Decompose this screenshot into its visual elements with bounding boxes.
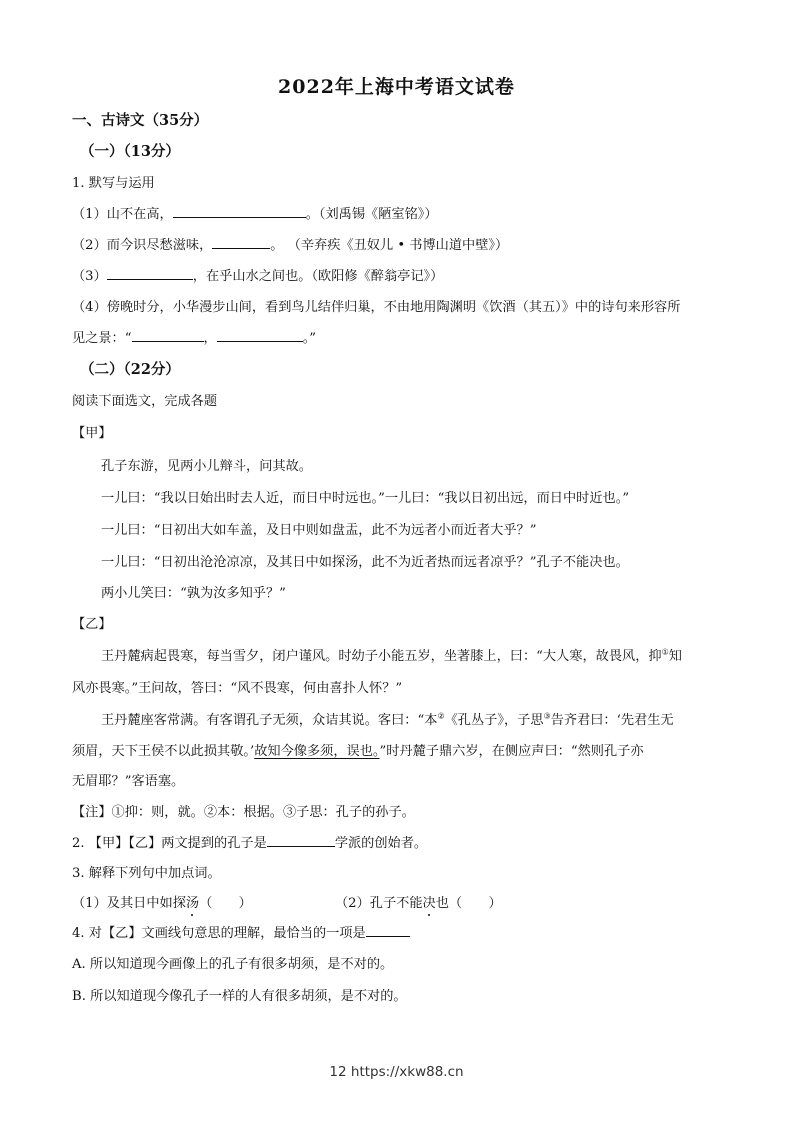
- passage-yi-line: 无眉耶？”客语塞。: [72, 774, 185, 789]
- passage-yi-line: 风亦畏寒。”王问故，答曰：“风不畏寒，何由喜扑人怀？”: [72, 681, 403, 696]
- passage-yi-line: 王丹麓座客常满。有客谓孔子无须，众诘其说。客曰：“本②《孔丛子》，子思③告齐君曰：‘先君生无: [101, 711, 674, 728]
- passage-yi-line: 须眉，天下王侯不以此损其敬。’故知今像多须，误也。”时丹麓子鼎六岁，在侧应声曰：“然则孔子亦: [72, 744, 644, 759]
- passage-jia-line: 一儿曰：“日初出大如车盖，及日中则如盘盂，此不为远者小而近者大乎？”: [101, 523, 537, 538]
- dotted-word: 汤: [185, 896, 200, 911]
- answer-blank[interactable]: [173, 205, 306, 218]
- question-1-item-1: （1）山不在高， 。（刘禹锡《陋室铭》）: [72, 207, 438, 222]
- passage-yi-line: 王丹麓病起畏寒，每当雪夕，闭户谨风。时幼子小能五岁，坐著膝上，曰：“大人寒，故畏风，抑①知: [101, 647, 682, 664]
- section-heading: 一、古诗文（35分）: [72, 112, 209, 129]
- part-heading-2: （二）（22分）: [80, 361, 180, 378]
- passage-jia-line: 两小儿笑曰：“孰为汝多知乎？”: [101, 586, 286, 601]
- question-1-label: 1. 默写与运用: [72, 176, 155, 191]
- answer-blank[interactable]: [267, 834, 335, 847]
- question-1-item-3: （3） ，在乎山水之间也。（欧阳修《醉翁亭记》）: [72, 269, 444, 284]
- answer-blank[interactable]: [366, 924, 410, 937]
- reading-instruction: 阅读下面选文，完成各题: [72, 394, 218, 409]
- answer-blank[interactable]: [217, 329, 303, 342]
- dotted-word: 决: [422, 896, 436, 911]
- part-heading-1: （一）（13分）: [80, 143, 180, 160]
- question-3-item-1: （1）及其日中如探汤（ ）: [72, 896, 252, 911]
- passage-yi-label: 【乙】: [72, 617, 112, 632]
- option-a: A. 所以知道现今画像上的孔子有很多胡须，是不对的。: [72, 957, 394, 972]
- footnote: 【注】①抑：则，就。②本：根据。③子思：孔子的孙子。: [72, 805, 415, 820]
- page-title: 2022年上海中考语文试卷: [278, 76, 515, 98]
- question-2: 2. 【甲】【乙】两文提到的孔子是 学派的创始者。: [72, 836, 428, 851]
- question-1-item-4-line-2: 见之景：“ ， 。”: [72, 331, 317, 346]
- question-1-item-4-line-1: （4）傍晚时分，小华漫步山间，看到鸟儿结伴归巢，不由地用陶渊明《饮酒（其五）》中的诗句来形容所: [72, 300, 681, 315]
- passage-jia-line: 一儿曰：“我以日始出时去人近，而日中时远也。”一儿曰：“我以日初出远，而日中时近也。”: [101, 491, 630, 506]
- passage-jia-line: 一儿曰：“日初出沧沧凉凉，及其日中如探汤，此不为近者热而远者凉乎？”孔子不能决也。: [101, 555, 629, 570]
- question-3-label: 3. 解释下列句中加点词。: [72, 866, 221, 881]
- option-b: B. 所以知道现今像孔子一样的人有很多胡须，是不对的。: [72, 989, 407, 1004]
- passage-jia-line: 孔子东游，见两小儿辩斗，问其故。: [101, 459, 312, 474]
- passage-jia-label: 【甲】: [72, 426, 112, 441]
- question-3-item-2: （2）孔子不能决也（ ）: [335, 896, 502, 911]
- question-1-item-2: （2）而今识尽愁滋味， 。 （辛弃疾《丑奴儿 • 书博山道中壁》）: [72, 238, 509, 253]
- question-4-stem: 4. 对【乙】文画线句意思的理解，最恰当的一项是: [72, 922, 410, 941]
- underlined-sentence: 故知今像多须，误也。: [254, 744, 380, 759]
- answer-blank[interactable]: [107, 267, 193, 280]
- page-footer: 12 https://xkw88.cn: [329, 1064, 464, 1080]
- answer-blank[interactable]: [212, 236, 270, 249]
- answer-blank[interactable]: [132, 329, 204, 342]
